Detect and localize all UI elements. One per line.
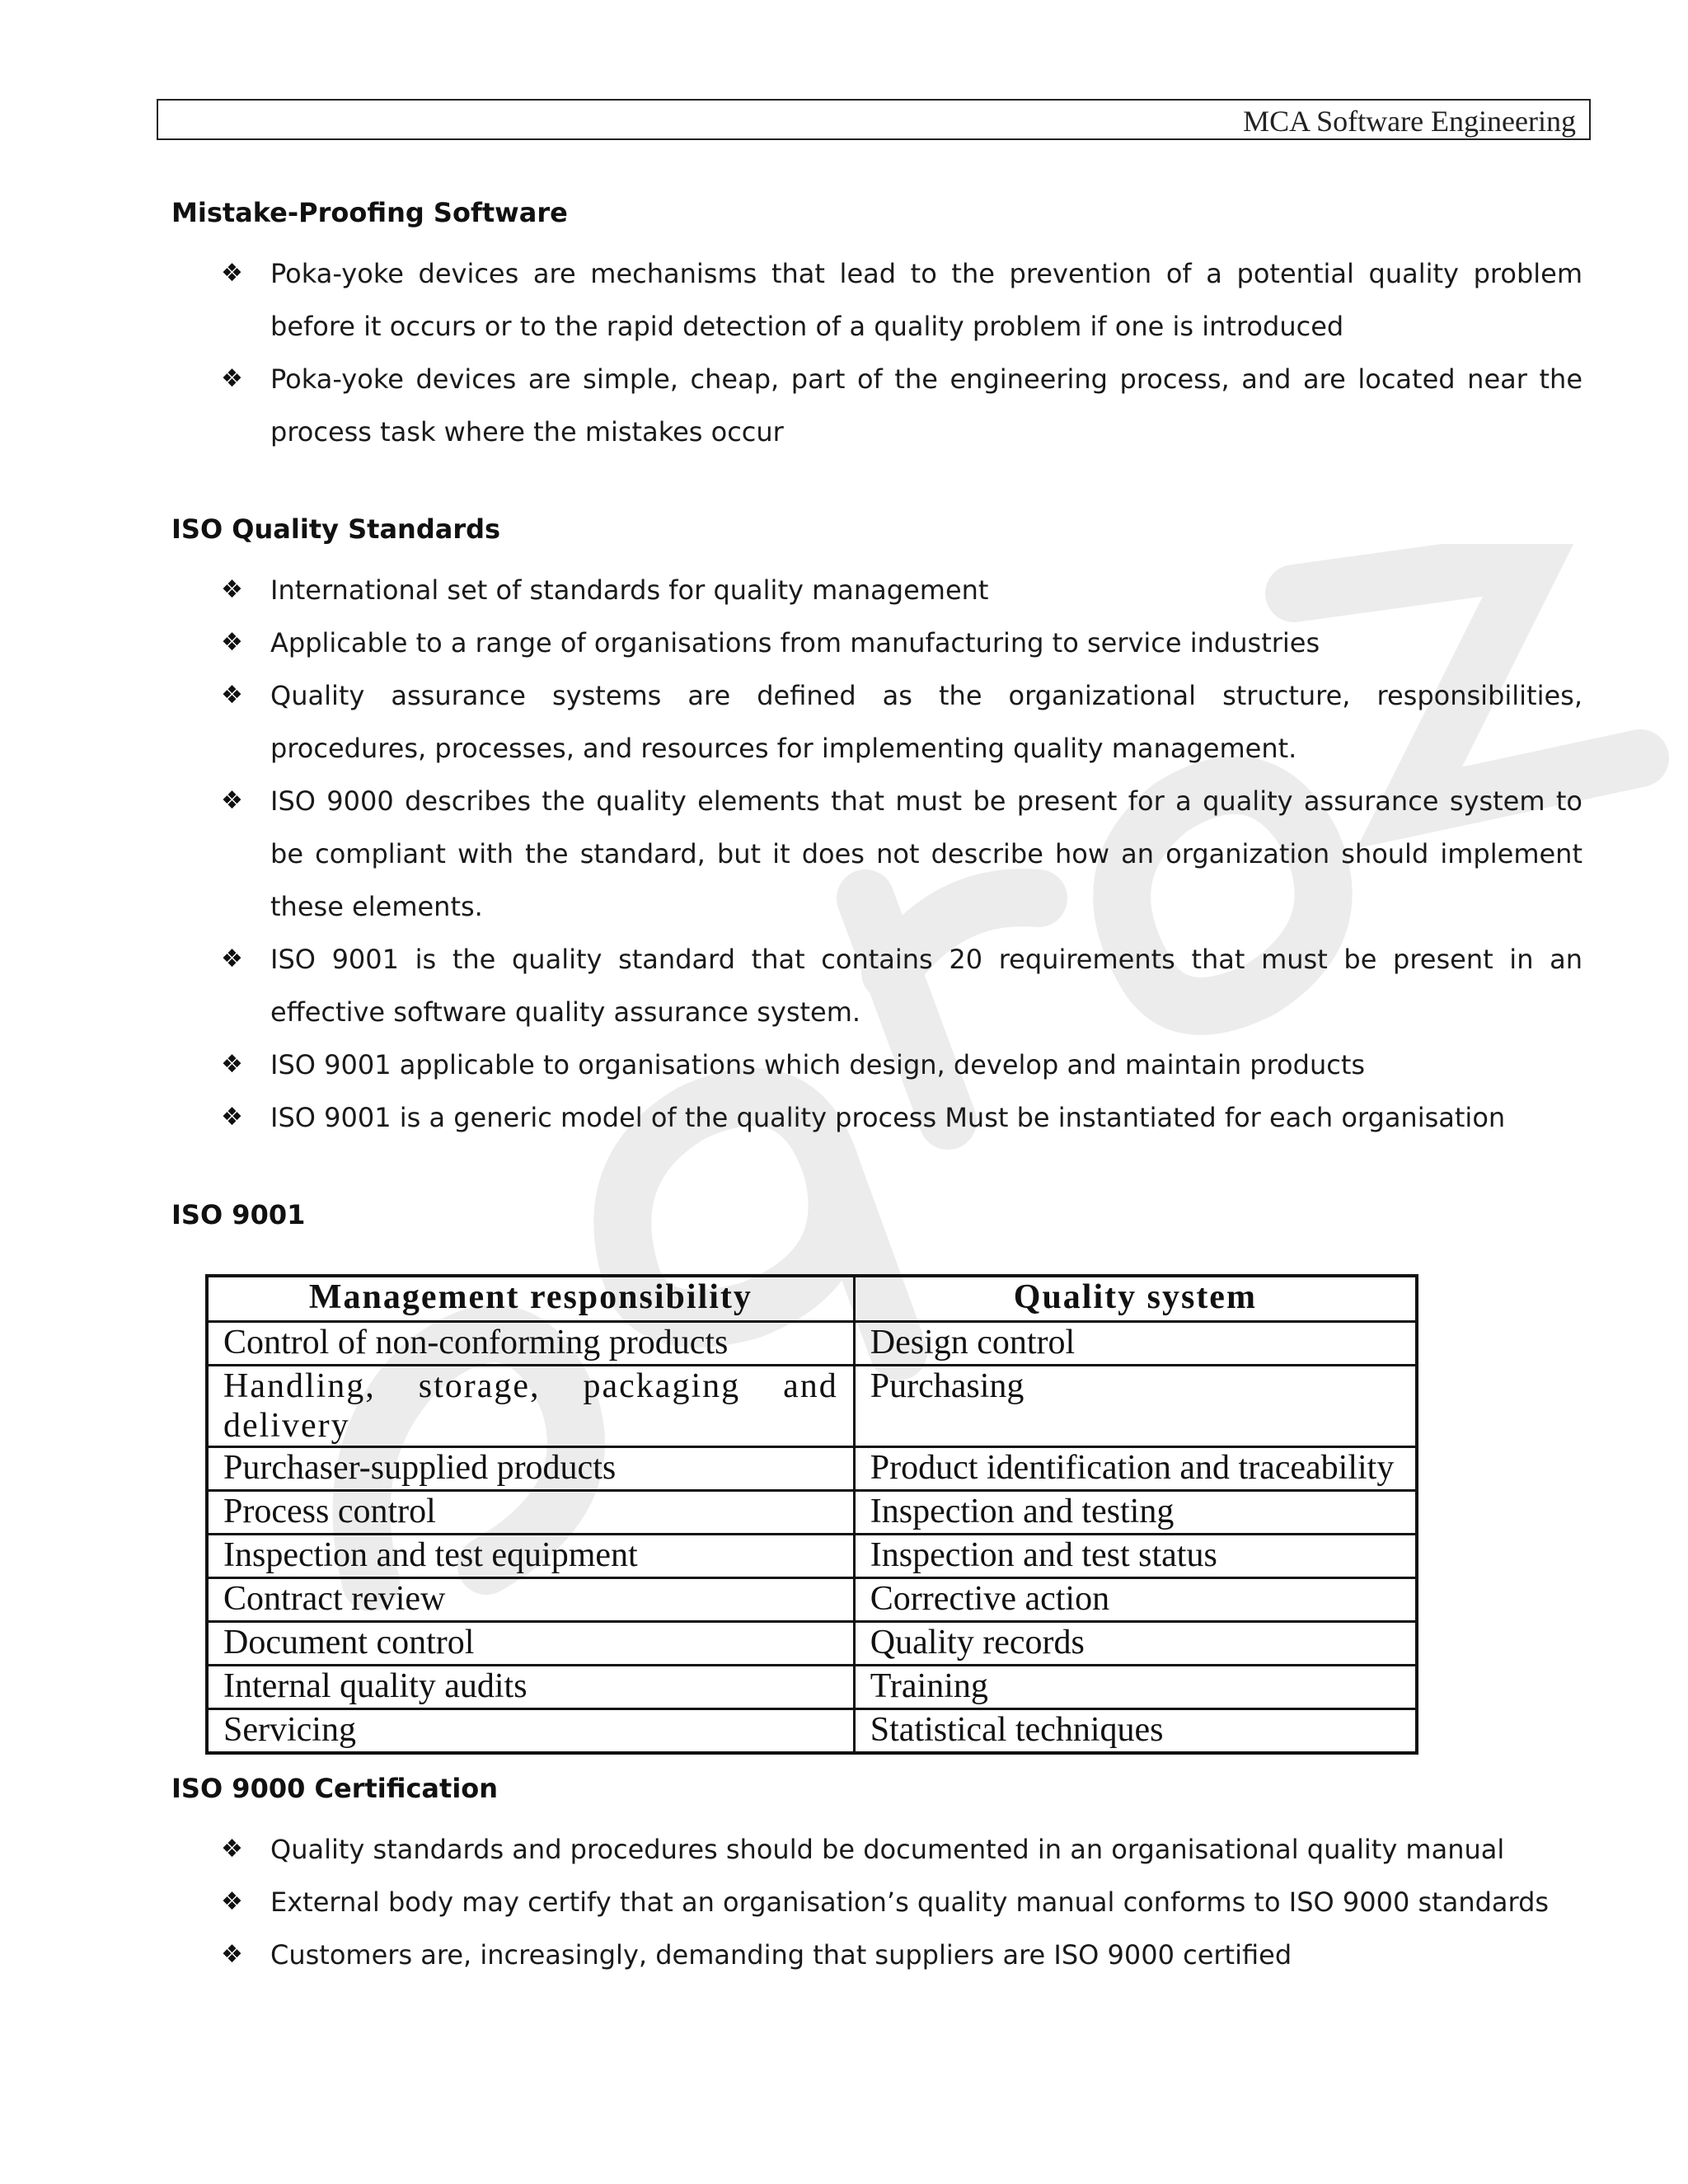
bullet-text: Poka-yoke devices are simple, cheap, part of the engineering process, and are located near the process task where the mistakes occur xyxy=(270,363,1582,448)
list-item xyxy=(171,247,1582,353)
bullet-text: ISO 9000 describes the quality elements that must be present for a quality assurance system to be compliant with the standard, but it does not describe how an organization should implement these elements. xyxy=(270,785,1582,922)
table-header-row xyxy=(207,1276,1417,1322)
diamond-bullet-icon: ❖ xyxy=(221,364,243,393)
table-row xyxy=(207,1535,1417,1578)
list-item xyxy=(171,669,1582,775)
bullet-text: Customers are, increasingly, demanding that suppliers are ISO 9000 certified xyxy=(270,1939,1292,1971)
table-cell: Product identification and traceability xyxy=(854,1447,1417,1491)
table-cell: Process control xyxy=(207,1491,854,1535)
section-iso-quality-standards xyxy=(171,511,1582,1144)
section-title: ISO 9000 Certification xyxy=(171,1773,499,1804)
table-cell: Design control xyxy=(854,1322,1417,1366)
diamond-bullet-icon: ❖ xyxy=(221,259,243,288)
bullet-text: External body may certify that an organisation’s quality manual conforms to ISO 9000 standards xyxy=(270,1886,1550,1918)
list-item xyxy=(171,1929,1582,1981)
column-header-quality-system: Quality system xyxy=(854,1276,1417,1322)
table-row xyxy=(207,1447,1417,1491)
iso-9001-table xyxy=(205,1274,1418,1755)
diamond-bullet-icon: ❖ xyxy=(221,628,243,657)
table-cell: Corrective action xyxy=(854,1578,1417,1622)
table-cell: Statistical techniques xyxy=(854,1709,1417,1754)
list-item xyxy=(171,1876,1582,1929)
table-cell: Handling, storage, packaging and delivery xyxy=(207,1366,854,1447)
diamond-bullet-icon: ❖ xyxy=(221,944,243,973)
bullet-text: Applicable to a range of organisations from manufacturing to service industries xyxy=(270,627,1320,658)
diamond-bullet-icon: ❖ xyxy=(221,575,243,604)
table-row xyxy=(207,1709,1417,1754)
section-title: ISO 9001 xyxy=(171,1199,306,1230)
diamond-bullet-icon: ❖ xyxy=(221,1940,243,1969)
table-row xyxy=(207,1491,1417,1535)
bullet-list xyxy=(171,1823,1582,1981)
bullet-text: Quality assurance systems are defined as the organizational structure, responsibilities, procedures, processes, and resources for implementing quality management. xyxy=(270,680,1582,764)
table-row xyxy=(207,1622,1417,1666)
table-row xyxy=(207,1322,1417,1366)
diamond-bullet-icon: ❖ xyxy=(221,786,243,815)
section-mistake-proofing xyxy=(171,194,1582,458)
page-header xyxy=(157,99,1591,140)
table-cell: Internal quality audits xyxy=(207,1666,854,1709)
diamond-bullet-icon: ❖ xyxy=(221,681,243,710)
bullet-text: ISO 9001 is a generic model of the quality process Must be instantiated for each organisation xyxy=(270,1102,1506,1133)
table-cell: Contract review xyxy=(207,1578,854,1622)
diamond-bullet-icon: ❖ xyxy=(221,1887,243,1916)
table-cell: Servicing xyxy=(207,1709,854,1754)
list-item xyxy=(171,775,1582,933)
table-cell: Purchaser-supplied products xyxy=(207,1447,854,1491)
list-item xyxy=(171,1091,1582,1144)
list-item xyxy=(171,1823,1582,1876)
table-row xyxy=(207,1578,1417,1622)
section-iso-9000-certification xyxy=(171,1770,1582,1981)
list-item xyxy=(171,616,1582,669)
table-cell: Purchasing xyxy=(854,1366,1417,1447)
section-iso-9001 xyxy=(171,1197,1582,1233)
bullet-text: International set of standards for quality management xyxy=(270,574,989,606)
column-header-management: Management responsibility xyxy=(207,1276,854,1322)
table-cell: Control of non-conforming products xyxy=(207,1322,854,1366)
table-cell: Inspection and test equipment xyxy=(207,1535,854,1578)
header-title: MCA Software Engineering xyxy=(1243,105,1576,138)
list-item xyxy=(171,353,1582,458)
table-cell: Document control xyxy=(207,1622,854,1666)
bullet-text: ISO 9001 is the quality standard that contains 20 requirements that must be present in an effective software quality assurance system. xyxy=(270,944,1582,1028)
table-cell: Training xyxy=(854,1666,1417,1709)
section-title: Mistake-Proofing Software xyxy=(171,197,568,228)
diamond-bullet-icon: ❖ xyxy=(221,1835,243,1863)
section-title: ISO Quality Standards xyxy=(171,513,501,545)
table-row xyxy=(207,1366,1417,1447)
bullet-text: ISO 9001 applicable to organisations which design, develop and maintain products xyxy=(270,1049,1366,1080)
list-item xyxy=(171,1038,1582,1091)
iso-9001-table-container xyxy=(205,1274,1418,1755)
list-item xyxy=(171,933,1582,1038)
diamond-bullet-icon: ❖ xyxy=(221,1050,243,1079)
bullet-text: Poka-yoke devices are mechanisms that lead to the prevention of a potential quality problem before it occurs or to the rapid detection of a quality problem if one is introduced xyxy=(270,258,1582,342)
table-cell: Inspection and test status xyxy=(854,1535,1417,1578)
diamond-bullet-icon: ❖ xyxy=(221,1103,243,1132)
list-item xyxy=(171,564,1582,616)
table-cell: Inspection and testing xyxy=(854,1491,1417,1535)
bullet-text: Quality standards and procedures should be documented in an organisational quality manual xyxy=(270,1834,1505,1865)
bullet-list xyxy=(171,247,1582,458)
table-cell: Quality records xyxy=(854,1622,1417,1666)
bullet-list xyxy=(171,564,1582,1144)
table-row xyxy=(207,1666,1417,1709)
